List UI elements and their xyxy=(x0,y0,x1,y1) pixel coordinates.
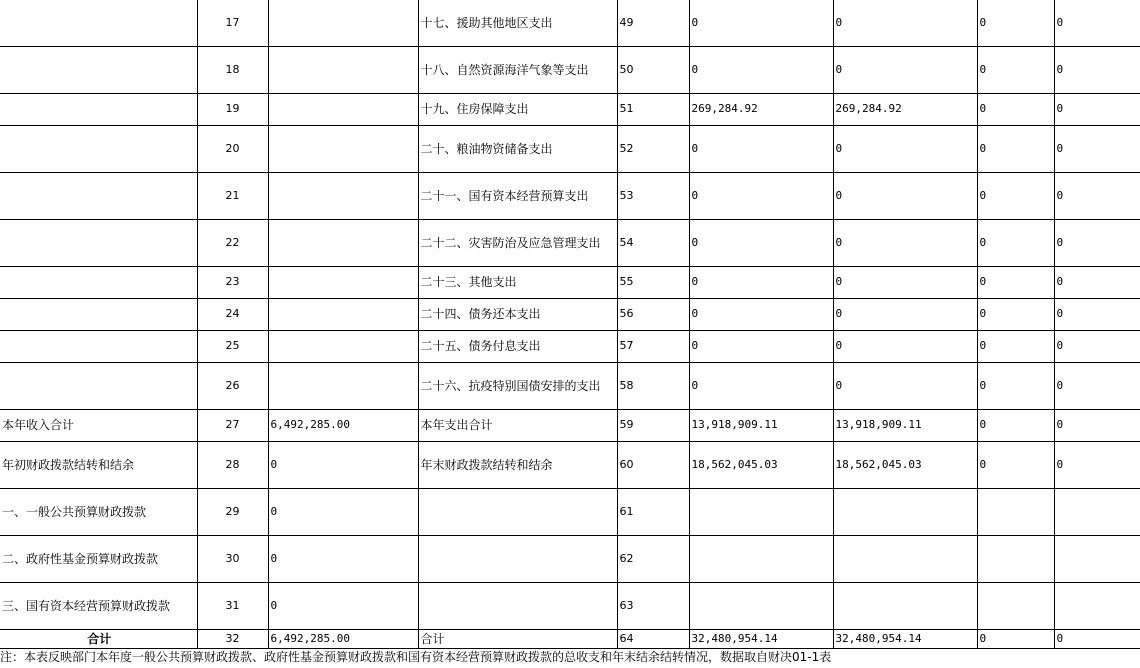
cell-income-line-no: 23 xyxy=(197,266,268,298)
cell-expense-general-budget: 269,284.92 xyxy=(833,93,977,125)
cell-income-line-no: 21 xyxy=(197,172,268,219)
cell-income-line-no: 18 xyxy=(197,46,268,93)
cell-expense-item: 二十四、债务还本支出 xyxy=(418,298,617,330)
cell-expense-gov-fund: 0 xyxy=(977,46,1054,93)
cell-expense-gov-fund: 0 xyxy=(977,266,1054,298)
table-row xyxy=(0,298,1140,330)
cell-expense-total: 0 xyxy=(689,219,833,266)
cell-expense-state-capital xyxy=(1054,488,1140,535)
cell-expense-line-no: 63 xyxy=(617,582,689,629)
cell-expense-line-no: 57 xyxy=(617,330,689,362)
cell-expense-line-no: 54 xyxy=(617,219,689,266)
cell-expense-general-budget: 0 xyxy=(833,125,977,172)
cell-expense-item: 十八、自然资源海洋气象等支出 xyxy=(418,46,617,93)
cell-income-item xyxy=(0,330,197,362)
table-row xyxy=(0,219,1140,266)
cell-expense-general-budget: 18,562,045.03 xyxy=(833,441,977,488)
cell-income-amount xyxy=(268,362,418,409)
table-row xyxy=(0,582,1140,629)
cell-expense-general-budget: 13,918,909.11 xyxy=(833,409,977,441)
cell-income-item: 一、一般公共预算财政拨款 xyxy=(0,488,197,535)
cell-expense-item: 二十二、灾害防治及应急管理支出 xyxy=(418,219,617,266)
cell-expense-general-budget: 0 xyxy=(833,298,977,330)
cell-expense-line-no: 61 xyxy=(617,488,689,535)
cell-income-item: 本年收入合计 xyxy=(0,409,197,441)
cell-income-amount: 6,492,285.00 xyxy=(268,409,418,441)
table-row xyxy=(0,362,1140,409)
cell-expense-total: 0 xyxy=(689,0,833,46)
cell-expense-gov-fund: 0 xyxy=(977,219,1054,266)
cell-expense-total: 0 xyxy=(689,266,833,298)
cell-expense-state-capital: 0 xyxy=(1054,219,1140,266)
table-row xyxy=(0,535,1140,582)
cell-expense-total: 269,284.92 xyxy=(689,93,833,125)
cell-expense-general-budget: 0 xyxy=(833,266,977,298)
cell-income-amount xyxy=(268,46,418,93)
cell-income-amount xyxy=(268,125,418,172)
cell-expense-total: 0 xyxy=(689,362,833,409)
table-row xyxy=(0,441,1140,488)
cell-income-item xyxy=(0,266,197,298)
cell-expense-gov-fund: 0 xyxy=(977,409,1054,441)
cell-expense-line-no: 60 xyxy=(617,441,689,488)
cell-expense-general-budget: 0 xyxy=(833,0,977,46)
cell-income-item xyxy=(0,362,197,409)
cell-expense-gov-fund: 0 xyxy=(977,441,1054,488)
cell-income-line-no: 28 xyxy=(197,441,268,488)
table-footnote: 注：本表反映部门本年度一般公共预算财政拨款、政府性基金预算财政拨款和国有资本经营预算财政拨款的总收支和年末结余结转情况，数据取自财决01-1表 xyxy=(0,650,832,664)
cell-expense-general-budget: 0 xyxy=(833,219,977,266)
cell-expense-gov-fund xyxy=(977,488,1054,535)
table-row xyxy=(0,93,1140,125)
cell-expense-item xyxy=(418,488,617,535)
cell-expense-gov-fund: 0 xyxy=(977,93,1054,125)
cell-expense-general-budget: 0 xyxy=(833,330,977,362)
cell-expense-item: 二十六、抗疫特别国债安排的支出 xyxy=(418,362,617,409)
cell-expense-state-capital: 0 xyxy=(1054,629,1140,648)
cell-expense-line-no: 59 xyxy=(617,409,689,441)
cell-expense-line-no: 62 xyxy=(617,535,689,582)
cell-income-item: 合计 xyxy=(0,629,197,648)
cell-expense-state-capital: 0 xyxy=(1054,172,1140,219)
cell-expense-state-capital xyxy=(1054,582,1140,629)
cell-income-item xyxy=(0,172,197,219)
cell-expense-general-budget: 32,480,954.14 xyxy=(833,629,977,648)
cell-expense-item: 十九、住房保障支出 xyxy=(418,93,617,125)
cell-expense-state-capital: 0 xyxy=(1054,441,1140,488)
cell-expense-item: 年末财政拨款结转和结余 xyxy=(418,441,617,488)
cell-income-line-no: 32 xyxy=(197,629,268,648)
cell-income-amount: 6,492,285.00 xyxy=(268,629,418,648)
cell-expense-line-no: 64 xyxy=(617,629,689,648)
cell-expense-line-no: 50 xyxy=(617,46,689,93)
cell-income-line-no: 22 xyxy=(197,219,268,266)
cell-expense-gov-fund: 0 xyxy=(977,125,1054,172)
cell-income-item xyxy=(0,46,197,93)
cell-expense-line-no: 58 xyxy=(617,362,689,409)
cell-expense-state-capital xyxy=(1054,535,1140,582)
cell-expense-total xyxy=(689,535,833,582)
cell-income-line-no: 31 xyxy=(197,582,268,629)
table-row xyxy=(0,46,1140,93)
cell-expense-item: 二十三、其他支出 xyxy=(418,266,617,298)
cell-expense-gov-fund: 0 xyxy=(977,172,1054,219)
cell-expense-line-no: 49 xyxy=(617,0,689,46)
cell-income-line-no: 19 xyxy=(197,93,268,125)
cell-expense-total xyxy=(689,488,833,535)
cell-income-item xyxy=(0,298,197,330)
cell-expense-item xyxy=(418,582,617,629)
cell-income-amount xyxy=(268,219,418,266)
cell-income-amount xyxy=(268,330,418,362)
cell-expense-gov-fund: 0 xyxy=(977,362,1054,409)
cell-income-item xyxy=(0,219,197,266)
table-row xyxy=(0,629,1140,648)
cell-expense-total: 0 xyxy=(689,46,833,93)
cell-expense-gov-fund xyxy=(977,582,1054,629)
cell-expense-state-capital: 0 xyxy=(1054,298,1140,330)
cell-expense-gov-fund xyxy=(977,535,1054,582)
cell-expense-state-capital: 0 xyxy=(1054,0,1140,46)
table-row xyxy=(0,125,1140,172)
cell-income-line-no: 30 xyxy=(197,535,268,582)
cell-expense-gov-fund: 0 xyxy=(977,0,1054,46)
cell-expense-line-no: 52 xyxy=(617,125,689,172)
cell-expense-item: 二十、粮油物资储备支出 xyxy=(418,125,617,172)
cell-expense-state-capital: 0 xyxy=(1054,266,1140,298)
cell-income-amount: 0 xyxy=(268,441,418,488)
cell-expense-total: 13,918,909.11 xyxy=(689,409,833,441)
cell-income-item: 二、政府性基金预算财政拨款 xyxy=(0,535,197,582)
cell-income-amount xyxy=(268,266,418,298)
cell-expense-gov-fund: 0 xyxy=(977,330,1054,362)
cell-income-line-no: 24 xyxy=(197,298,268,330)
cell-income-amount xyxy=(268,93,418,125)
cell-expense-total: 18,562,045.03 xyxy=(689,441,833,488)
cell-expense-general-budget xyxy=(833,535,977,582)
cell-expense-general-budget xyxy=(833,488,977,535)
cell-expense-state-capital: 0 xyxy=(1054,409,1140,441)
cell-income-line-no: 27 xyxy=(197,409,268,441)
cell-income-line-no: 17 xyxy=(197,0,268,46)
cell-expense-state-capital: 0 xyxy=(1054,46,1140,93)
cell-expense-general-budget: 0 xyxy=(833,362,977,409)
table-row xyxy=(0,266,1140,298)
cell-expense-gov-fund: 0 xyxy=(977,629,1054,648)
cell-expense-general-budget: 0 xyxy=(833,46,977,93)
cell-income-item xyxy=(0,0,197,46)
cell-expense-state-capital: 0 xyxy=(1054,362,1140,409)
cell-expense-total: 0 xyxy=(689,330,833,362)
table-row xyxy=(0,409,1140,441)
cell-income-amount: 0 xyxy=(268,488,418,535)
cell-expense-general-budget: 0 xyxy=(833,172,977,219)
cell-expense-total: 0 xyxy=(689,125,833,172)
cell-expense-item: 二十五、债务付息支出 xyxy=(418,330,617,362)
cell-expense-line-no: 51 xyxy=(617,93,689,125)
cell-income-line-no: 20 xyxy=(197,125,268,172)
cell-income-amount: 0 xyxy=(268,582,418,629)
cell-income-line-no: 25 xyxy=(197,330,268,362)
cell-expense-state-capital: 0 xyxy=(1054,125,1140,172)
cell-income-item: 年初财政拨款结转和结余 xyxy=(0,441,197,488)
cell-expense-state-capital: 0 xyxy=(1054,330,1140,362)
cell-expense-total xyxy=(689,582,833,629)
cell-expense-state-capital: 0 xyxy=(1054,93,1140,125)
cell-income-item xyxy=(0,93,197,125)
cell-expense-line-no: 53 xyxy=(617,172,689,219)
table-row xyxy=(0,330,1140,362)
cell-expense-item: 十七、援助其他地区支出 xyxy=(418,0,617,46)
cell-expense-gov-fund: 0 xyxy=(977,298,1054,330)
cell-expense-total: 0 xyxy=(689,298,833,330)
cell-expense-item: 二十一、国有资本经营预算支出 xyxy=(418,172,617,219)
cell-expense-line-no: 56 xyxy=(617,298,689,330)
cell-expense-general-budget xyxy=(833,582,977,629)
cell-income-amount xyxy=(268,298,418,330)
cell-expense-total: 32,480,954.14 xyxy=(689,629,833,648)
cell-income-item xyxy=(0,125,197,172)
table-row xyxy=(0,0,1140,46)
cell-expense-line-no: 55 xyxy=(617,266,689,298)
table-row xyxy=(0,488,1140,535)
cell-income-item: 三、国有资本经营预算财政拨款 xyxy=(0,582,197,629)
cell-expense-item: 合计 xyxy=(418,629,617,648)
cell-expense-item: 本年支出合计 xyxy=(418,409,617,441)
table-row xyxy=(0,172,1140,219)
cell-income-amount: 0 xyxy=(268,535,418,582)
cell-expense-item xyxy=(418,535,617,582)
cell-expense-total: 0 xyxy=(689,172,833,219)
cell-income-amount xyxy=(268,172,418,219)
cell-income-line-no: 26 xyxy=(197,362,268,409)
cell-income-amount xyxy=(268,0,418,46)
cell-income-line-no: 29 xyxy=(197,488,268,535)
